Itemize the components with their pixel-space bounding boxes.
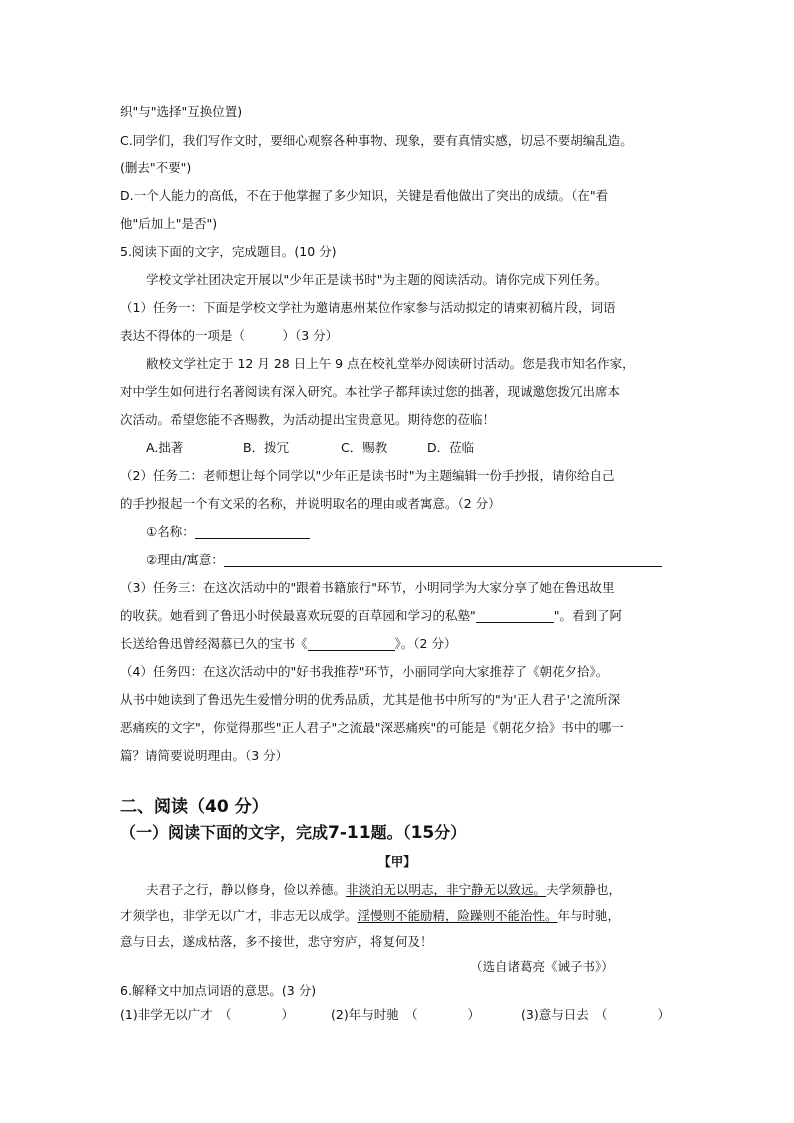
task-2-line: 的手抄报起一个有文采的名称，并说明取名的理由或者寓意。（2 分） — [120, 496, 501, 511]
task-4-line: （4）任务四：在这次活动中的"好书我推荐"环节，小丽同学向大家推荐了《朝花夕拾》。 — [120, 664, 609, 679]
q6-item-3: (3)意与日去 （ ） — [521, 1007, 670, 1022]
school-name-blank[interactable] — [476, 608, 554, 623]
subsection-title: （一）阅读下面的文字，完成7-11题。（15分） — [120, 823, 467, 843]
text-line: 织"与"选择"互换位置) — [120, 104, 243, 119]
option-a: A.拙著 — [146, 440, 184, 455]
question-6-items — [120, 1005, 670, 1025]
section-title: 二、阅读（40 分） — [120, 797, 269, 817]
option-d: D．莅临 — [427, 440, 475, 455]
option-d-line: D.一个人能力的高低，不在于他掌握了多少知识，关键是看他做出了突出的成绩。（在"看 — [120, 188, 609, 203]
passage-label: 【甲】 — [378, 854, 416, 869]
task-2-line: （2）任务二：老师想让每个同学以"少年正是读书时"为主题编辑一份手抄报，请你给自己 — [120, 468, 615, 483]
task-4-line: 恶痛疾的文字"，你觉得那些"正人君子"之流最"深恶痛疾"的可能是《朝花夕拾》书中的哪一 — [120, 720, 624, 735]
book-name-blank[interactable] — [308, 636, 395, 651]
text-fragment: 长送给鲁迅曾经渴慕已久的宝书《 — [120, 636, 308, 651]
classical-line: 意与日去，遂成枯落，多不接世，悲守穷庐，将复何及！ — [120, 934, 433, 949]
name-answer-row — [146, 522, 310, 542]
task-3-fill-row — [120, 606, 622, 626]
option-b: B．拨冗 — [243, 440, 290, 455]
intro-line: 学校文学社团决定开展以"少年正是读书时"为主题的阅读活动。请你完成下列任务。 — [146, 272, 608, 287]
question-6-title: 6.解释文中加点词语的意思。(3 分) — [120, 983, 317, 998]
options-row — [146, 438, 474, 458]
task-3-line: （3）任务三：在这次活动中的"跟着书籍旅行"环节，小明同学为大家分享了她在鲁迅故里 — [120, 580, 615, 595]
text-line: 他"后加上"是否") — [120, 216, 218, 231]
option-c-line: C.同学们，我们写作文时，要细心观察各种事物、现象，要有真情实感，切忌不要胡编乱造。 — [120, 133, 633, 148]
q6-item-2: (2)年与时驰 （ ） — [331, 1007, 480, 1022]
invitation-line: 次活动。希望您能不吝赐教，为活动提出宝贵意见。期待您的莅临！ — [120, 412, 496, 427]
invitation-line: 对中学生如何进行名著阅读有深入研究。本社学子都拜读过您的拙著，现诚邀您拨冗出席本 — [120, 384, 621, 399]
source-citation: （选自诸葛亮《诫子书》） — [470, 959, 614, 974]
reason-answer-row — [146, 550, 662, 570]
task-1-line: （1）任务一：下面是学校文学社为邀请惠州某位作家参与活动拟定的请柬初稿片段，词语 — [120, 300, 616, 315]
classical-line: 才须学也，非学无以广才，非志无以成学。淫慢则不能励精，险躁则不能治性。年与时驰， — [120, 908, 621, 923]
task-4-line: 从书中她读到了鲁迅先生爱憎分明的优秀品质，尤其是他书中所写的"为'正人君子'之流所深 — [120, 692, 621, 707]
text-fragment: 的收获。她看到了鲁迅小时侯最喜欢玩耍的百草园和学习的私塾" — [120, 608, 476, 623]
text-line: (删去"不要") — [120, 160, 192, 175]
text-fragment: "。看到了阿 — [553, 608, 623, 623]
task-4-line: 篇？请简要说明理由。（3 分） — [120, 748, 289, 763]
reason-answer-blank[interactable] — [224, 552, 662, 567]
task-3-fill-row — [120, 634, 456, 654]
q6-item-1: (1)非学无以广才 （ ） — [120, 1007, 294, 1022]
option-c: C．赐教 — [341, 440, 388, 455]
reason-label: ②理由/寓意： — [146, 552, 224, 567]
invitation-line: 敝校文学社定于 12 月 28 日上午 9 点在校礼堂举办阅读研讨活动。您是我市知名作家， — [146, 356, 635, 371]
name-label: ①名称： — [146, 524, 195, 539]
classical-line: 夫君子之行，静以修身，俭以养德。非淡泊无以明志，非宁静无以致远。夫学须静也， — [146, 882, 622, 897]
question-5-title: 5.阅读下面的文字，完成题目。(10 分) — [120, 244, 337, 259]
name-answer-blank[interactable] — [195, 524, 310, 539]
text-fragment: 》。（2 分） — [394, 636, 457, 651]
task-1-line: 表达不得体的一项是（ ）（3 分） — [120, 328, 339, 343]
